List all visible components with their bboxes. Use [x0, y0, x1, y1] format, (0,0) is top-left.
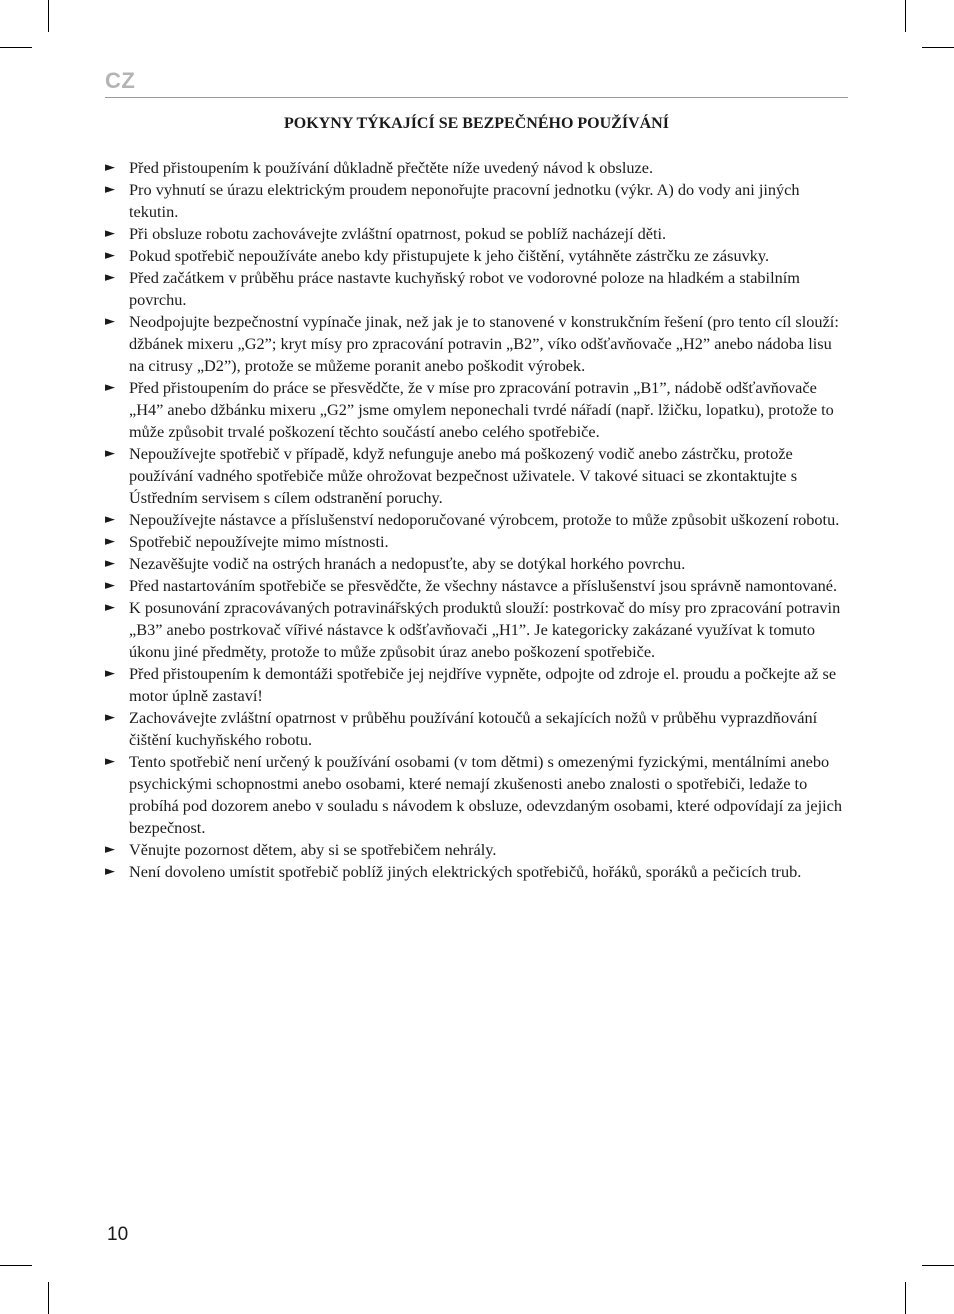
list-item-text: K posunování zpracovávaných potravinářských produktů slouží: postrkovač do mísy pro zpracování potravin „B3” anebo postrkovač vířivé nástavce k odšťavňovači „H1”. Je kategoricky zakázané využívat k tomuto úkonu jiné předměty, protože to může způsobit úraz anebo poškození spotřebiče.	[129, 598, 841, 661]
page-number: 10	[107, 1224, 129, 1245]
bullet-arrow-icon: ►	[105, 842, 115, 857]
bullet-arrow-icon: ►	[105, 248, 115, 263]
crop-mark-bottom-right	[905, 1282, 906, 1314]
list-item-text: Před nastartováním spotřebiče se přesvědčte, že všechny nástavce a příslušenství jsou správně namontované.	[129, 576, 838, 595]
list-item-text: Před přistoupením k demontáži spotřebiče jej nejdříve vypněte, odpojte od zdroje el. proudu a počkejte až se motor úplně zastaví!	[129, 664, 837, 705]
list-item	[105, 597, 845, 663]
list-item-text: Neodpojujte bezpečnostní vypínače jinak, než jak je to stanovené v konstrukčním řešení (pro tento cíl slouží: džbánek mixeru „G2”; kryt mísy pro zpracování potravin „B2”, víko odšťavňovače „H2” anebo nádoba lisu na citrusy „D2”), protože se můžeme poranit anebo poškodit výrobek.	[129, 312, 839, 375]
section-title: POKYNY TÝKAJÍCÍ SE BEZPEČNÉHO POUŽÍVÁNÍ	[284, 115, 669, 132]
bullet-arrow-icon: ►	[105, 556, 115, 571]
list-item	[105, 861, 845, 883]
safety-instructions-list	[105, 157, 845, 883]
list-item-text: Není dovoleno umístit spotřebič poblíž jiných elektrických spotřebičů, hořáků, sporáků a pečicích trub.	[129, 862, 802, 881]
list-item-text: Tento spotřebič není určený k používání osobami (v tom dětmi) s omezenými fyzickými, mentálními anebo psychickými schopnostmi anebo osobami, které nemají zkušenosti anebo znalosti o spotřebiči, ledaže to probíhá pod dozorem anebo v souladu s návodem k obsluze, odevzdaným osobami, které odpovídají za jejich bezpečnost.	[129, 752, 843, 837]
bullet-arrow-icon: ►	[105, 754, 115, 769]
bullet-arrow-icon: ►	[105, 270, 115, 285]
list-item-text: Nezavěšujte vodič na ostrých hranách a nedopusťte, aby se dotýkal horkého povrchu.	[129, 554, 686, 573]
list-item	[105, 707, 845, 751]
list-item	[105, 575, 845, 597]
list-item-text: Nepoužívejte spotřebič v případě, když nefunguje anebo má poškozený vodič anebo zástrčku, protože používání vadného spotřebiče může ohrožovat bezpečnost uživatele. V takové situaci se zkontaktujte s Ústředním servisem s cílem odstranění poruchy.	[129, 444, 798, 507]
crop-mark-bottom-left-h	[0, 1265, 32, 1266]
list-item-text: Před přistoupením do práce se přesvědčte, že v míse pro zpracování potravin „B1”, nádobě odšťavňovače „H4” anebo džbánku mixeru „G2” jsme omylem neponechali tvrdé nářadí (např. lžičku, lopatku), protože to může způsobit trvalé poškození těchto součástí anebo celého spotřebiče.	[129, 378, 834, 441]
bullet-arrow-icon: ►	[105, 666, 115, 681]
list-item	[105, 377, 845, 443]
crop-mark-top-left-h	[0, 47, 32, 48]
bullet-arrow-icon: ►	[105, 226, 115, 241]
list-item-text: Při obsluze robotu zachovávejte zvláštní opatrnost, pokud se poblíž nacházejí děti.	[129, 224, 667, 243]
bullet-arrow-icon: ►	[105, 600, 115, 615]
list-item-text: Před přistoupením k používání důkladně přečtěte níže uvedený návod k obsluze.	[129, 158, 654, 177]
crop-mark-top-right-h	[922, 47, 954, 48]
bullet-arrow-icon: ►	[105, 864, 115, 879]
list-item	[105, 267, 845, 311]
crop-mark-top-left	[48, 0, 49, 32]
crop-mark-top-right	[905, 0, 906, 32]
bullet-arrow-icon: ►	[105, 512, 115, 527]
list-item-text: Nepoužívejte nástavce a příslušenství nedoporučované výrobcem, protože to může způsobit uškození robotu.	[129, 510, 840, 529]
bullet-arrow-icon: ►	[105, 182, 115, 197]
header-rule	[105, 97, 848, 98]
list-item	[105, 245, 845, 267]
list-item	[105, 223, 845, 245]
language-code: CZ	[105, 68, 136, 93]
list-item-text: Zachovávejte zvláštní opatrnost v průběhu používání kotoučů a sekajících nožů v průběhu vyprazdňování čištění kuchyňského robotu.	[129, 708, 818, 749]
crop-mark-bottom-left	[48, 1282, 49, 1314]
list-item-text: Pro vyhnutí se úrazu elektrickým proudem neponořujte pracovní jednotku (výkr. A) do vody ani jiných tekutin.	[129, 180, 800, 221]
list-item	[105, 663, 845, 707]
list-item-text: Pokud spotřebič nepoužíváte anebo kdy přistupujete k jeho čištění, vytáhněte zástrčku ze zásuvky.	[129, 246, 770, 265]
list-item-text: Věnujte pozornost dětem, aby si se spotřebičem nehrály.	[129, 840, 497, 859]
list-item	[105, 311, 845, 377]
list-item	[105, 509, 845, 531]
bullet-arrow-icon: ►	[105, 160, 115, 175]
bullet-arrow-icon: ►	[105, 578, 115, 593]
list-item	[105, 839, 845, 861]
bullet-arrow-icon: ►	[105, 446, 115, 461]
list-item	[105, 751, 845, 839]
list-item	[105, 553, 845, 575]
crop-mark-bottom-right-h	[922, 1265, 954, 1266]
list-item	[105, 157, 845, 179]
bullet-arrow-icon: ►	[105, 534, 115, 549]
list-item	[105, 179, 845, 223]
list-item	[105, 531, 845, 553]
bullet-arrow-icon: ►	[105, 710, 115, 725]
list-item-text: Před začátkem v průběhu práce nastavte kuchyňský robot ve vodorovné poloze na hladkém a stabilním povrchu.	[129, 268, 800, 309]
list-item-text: Spotřebič nepoužívejte mimo místnosti.	[129, 532, 389, 551]
list-item	[105, 443, 845, 509]
bullet-arrow-icon: ►	[105, 314, 115, 329]
bullet-arrow-icon: ►	[105, 380, 115, 395]
